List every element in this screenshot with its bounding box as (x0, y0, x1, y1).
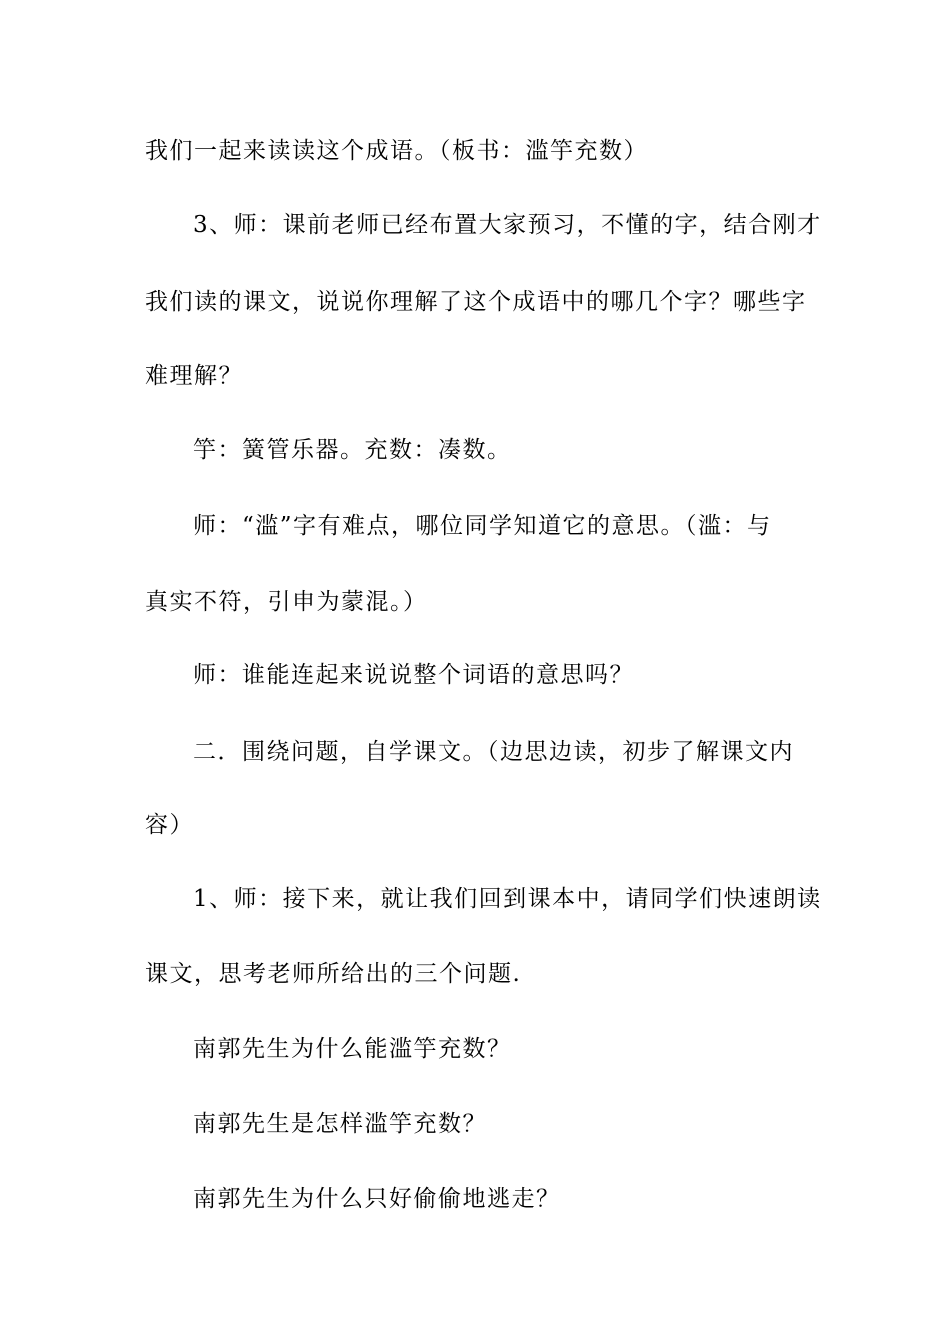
text-line: 难理解？ (145, 363, 243, 389)
text-line: 师：谁能连起来说说整个词语的意思吗？ (193, 662, 634, 688)
text-line: 课文，思考老师所给出的三个问题. (145, 961, 522, 987)
text-line: 二．围绕问题，自学课文。（边思边读，初步了解课文内 (193, 739, 794, 765)
text-line: 我们一起来读读这个成语。（板书：滥竽充数） (145, 138, 648, 164)
text-line: 1、师：接下来，就让我们回到课本中，请同学们快速朗读 (193, 886, 822, 912)
text-line: 容） (145, 812, 194, 838)
text-line: 竽：簧管乐器。充数：凑数。 (193, 437, 512, 463)
text-line: 南郭先生是怎样滥竽充数？ (193, 1111, 487, 1137)
text-line: 南郭先生为什么能滥竽充数？ (193, 1036, 512, 1062)
text-line: 我们读的课文，说说你理解了这个成语中的哪几个字？哪些字 (145, 289, 807, 315)
text-line: 真实不符，引申为蒙混。） (145, 589, 428, 615)
text-line: 师：“滥”字有难点，哪位同学知道它的意思。（滥：与 (193, 513, 772, 539)
text-line: 3、师：课前老师已经布置大家预习，不懂的字，结合刚才 (193, 212, 822, 238)
text-line: 南郭先生为什么只好偷偷地逃走？ (193, 1186, 561, 1212)
